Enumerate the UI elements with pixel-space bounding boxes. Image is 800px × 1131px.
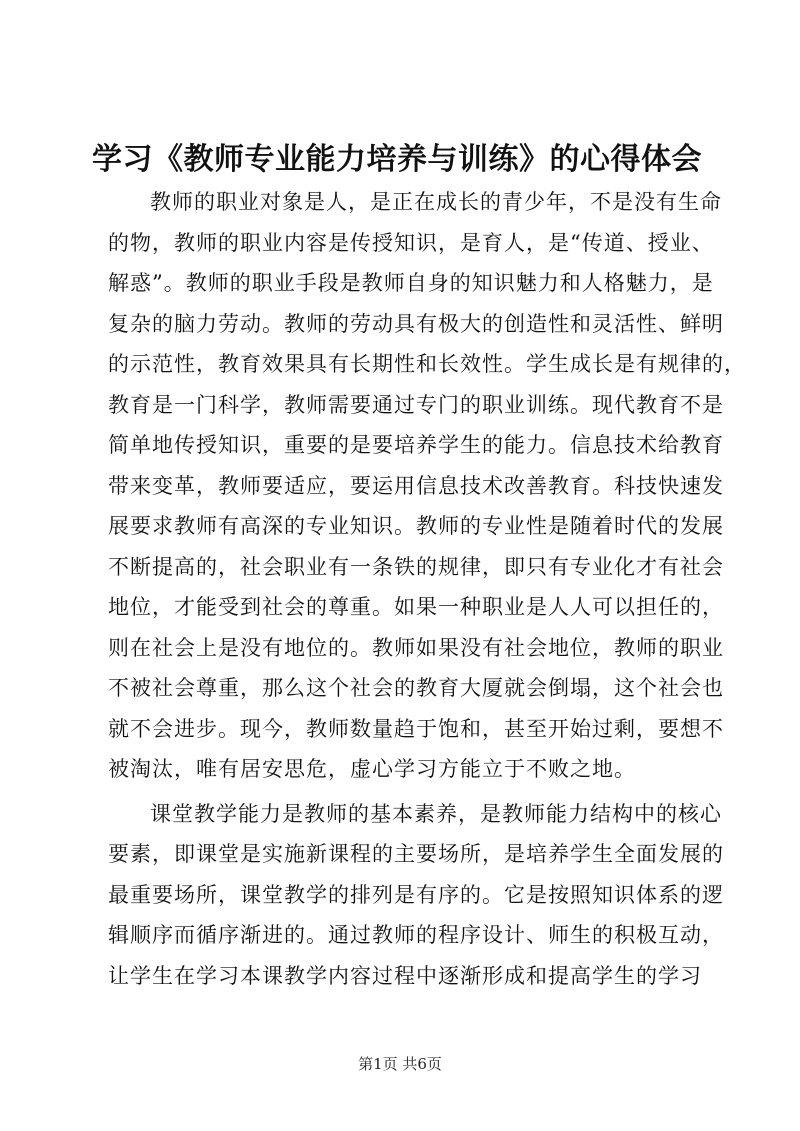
document-title: 学习《教师专业能力培养与训练》的心得体会 — [92, 142, 702, 177]
paragraph-2 — [108, 794, 724, 997]
text-line: 课堂教学能力是教师的基本素养，是教师能力结构中的核心 — [150, 801, 722, 826]
text-line: 带来变革，教师要适应，要运用信息技术改善教育。科技快速发 — [108, 473, 724, 498]
text-line: 不断提高的，社会职业有一条铁的规律，即只有专业化才有社会 — [108, 554, 724, 579]
text-line: 展要求教师有高深的专业知识。教师的专业性是随着时代的发展 — [108, 514, 724, 538]
text-line: 的示范性，教育效果具有长期性和长效性。学生成长是有规律的， — [108, 352, 746, 376]
paragraph-1 — [108, 182, 746, 790]
text-line: 复杂的脑力劳动。教师的劳动具有极大的创造性和灵活性、鲜明 — [108, 311, 724, 336]
document-body — [108, 182, 746, 996]
text-line: 解惑”。教师的职业手段是教师自身的知识魅力和人格魅力，是 — [108, 271, 714, 295]
text-line: 最重要场所，课堂教学的排列是有序的。它是按照知识体系的逻 — [108, 882, 724, 907]
text-line: 教育是一门科学，教师需要通过专门的职业训练。现代教育不是 — [108, 392, 724, 417]
text-line: 让学生在学习本课教学内容过程中逐渐形成和提高学生的学习 — [108, 963, 702, 988]
text-line: 辑顺序而循序渐进的。通过教师的程序设计、师生的积极互动， — [108, 923, 724, 947]
text-line: 要素，即课堂是实施新课程的主要场所，是培养学生全面发展的 — [108, 842, 724, 866]
text-line: 就不会进步。现今，教师数量趋于饱和，甚至开始过剩，要想不 — [108, 716, 724, 741]
page-footer: 第1页 共6页 — [358, 1055, 442, 1073]
text-line: 地位，才能受到社会的尊重。如果一种职业是人人可以担任的， — [108, 595, 724, 619]
text-line: 的物，教师的职业内容是传授知识，是育人，是“传道、授业、 — [108, 230, 714, 255]
text-line: 则在社会上是没有地位的。教师如果没有社会地位，教师的职业 — [108, 635, 724, 660]
text-line: 不被社会尊重，那么这个社会的教育大厦就会倒塌，这个社会也 — [108, 676, 724, 700]
text-line: 教师的职业对象是人，是正在成长的青少年，不是没有生命 — [150, 190, 722, 214]
text-line: 简单地传授知识，重要的是要培养学生的能力。信息技术给教育 — [108, 433, 724, 457]
text-line: 被淘汰，唯有居安思危，虚心学习方能立于不败之地。 — [108, 757, 636, 781]
